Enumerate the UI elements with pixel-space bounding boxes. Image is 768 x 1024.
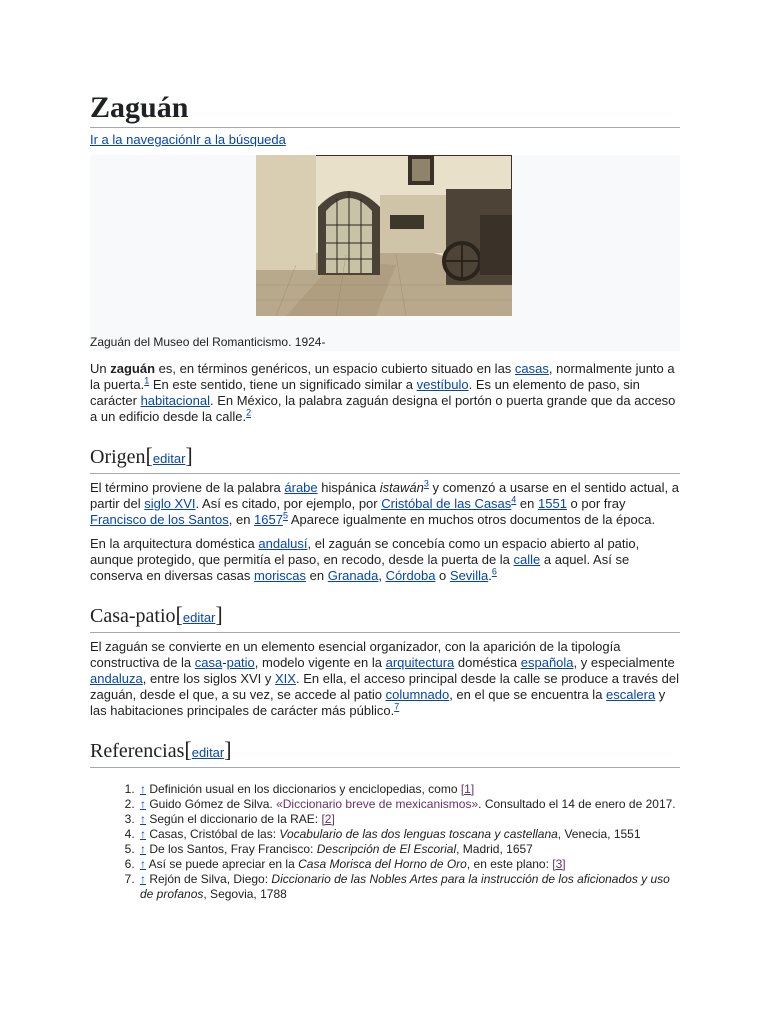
edit-section-link[interactable]: editar bbox=[152, 451, 186, 466]
backlink-arrow-icon[interactable]: ↑ bbox=[140, 782, 146, 796]
link-1657[interactable]: 1657 bbox=[254, 512, 283, 527]
link-casas[interactable]: casas bbox=[514, 361, 549, 376]
reference-item: 4. ↑ Casas, Cristóbal de las: Vocabulario de las dos lenguas toscana y castellana, Venecia, 1551 bbox=[138, 827, 680, 842]
link-siglo-xvi[interactable]: siglo XVI bbox=[144, 496, 196, 511]
link-habitacional[interactable]: habitacional bbox=[140, 393, 210, 408]
link-arquitectura[interactable]: arquitectura bbox=[385, 655, 455, 670]
ref-link[interactable]: 2 bbox=[246, 407, 252, 418]
link-sevilla[interactable]: Sevilla bbox=[449, 568, 489, 583]
link-cristobal[interactable]: Cristóbal de las Casas bbox=[381, 496, 512, 511]
figure-caption: Zaguán del Museo del Romanticismo. 1924- bbox=[90, 335, 326, 349]
link-columnado[interactable]: columnado bbox=[385, 687, 450, 702]
backlink-arrow-icon[interactable]: ↑ bbox=[140, 857, 146, 871]
link-andaluza[interactable]: andaluza bbox=[90, 671, 143, 686]
heading-origen: Origen[editar] bbox=[90, 442, 680, 474]
link-moriscas[interactable]: moriscas bbox=[254, 568, 307, 583]
page-title: Zaguán bbox=[90, 0, 680, 128]
backlink-arrow-icon[interactable]: ↑ bbox=[140, 872, 146, 886]
article bbox=[90, 0, 680, 902]
link-patio[interactable]: patio bbox=[226, 655, 255, 670]
backlink-arrow-icon[interactable]: ↑ bbox=[140, 827, 146, 841]
jump-to-search-link[interactable]: Ir a la búsqueda bbox=[192, 132, 286, 147]
ref-link[interactable]: 3 bbox=[423, 478, 429, 489]
edit-section-link[interactable]: editar bbox=[182, 610, 216, 625]
link-vestibulo[interactable]: vestíbulo bbox=[416, 377, 469, 392]
ref-link[interactable]: 1 bbox=[144, 375, 150, 386]
reference-item: 3. ↑ Según el diccionario de la RAE: [2] bbox=[138, 812, 680, 827]
reference-item: 2. ↑ Guido Gómez de Silva. «Diccionario breve de mexicanismos». Consultado el 14 de enero de 2017. bbox=[138, 797, 680, 812]
link-andalusi[interactable]: andalusí bbox=[258, 536, 308, 551]
edit-section-link[interactable]: editar bbox=[191, 745, 225, 760]
external-link[interactable]: [1] bbox=[460, 782, 475, 796]
link-espanola[interactable]: española bbox=[520, 655, 574, 670]
backlink-arrow-icon[interactable]: ↑ bbox=[140, 842, 146, 856]
reference-item: 1. ↑ Definición usual en los diccionarios y enciclopedias, como [1] bbox=[138, 782, 680, 797]
link-francisco[interactable]: Francisco de los Santos bbox=[90, 512, 229, 527]
link-casa[interactable]: casa bbox=[194, 655, 223, 670]
zaguan-photo[interactable] bbox=[256, 155, 512, 316]
thumbnail-figure bbox=[90, 155, 680, 351]
link-xix[interactable]: XIX bbox=[275, 671, 296, 686]
references-list bbox=[90, 782, 680, 902]
backlink-arrow-icon[interactable]: ↑ bbox=[140, 797, 146, 811]
heading-casa-patio: Casa-patio[editar] bbox=[90, 601, 680, 633]
reference-item: 5. ↑ De los Santos, Fray Francisco: Descripción de El Escorial, Madrid, 1657 bbox=[138, 842, 680, 857]
ref-link[interactable]: 6 bbox=[491, 566, 497, 577]
ref-link[interactable]: 7 bbox=[394, 701, 400, 712]
origen-paragraph-1: El término proviene de la palabra árabe hispánica istawán$^3$ y comenzó a usarse en el sentido actual, a partir del siglo XVI. Así es citado, por ejemplo, por Cristóbal de las Casas$^4$ en 1551 o por fray Francisco de los Santos, en 1657$^5$ Aparece igualmente en muchos otros documentos de la época. bbox=[90, 478, 679, 527]
casa-patio-paragraph: El zaguán se convierte en un elemento esencial organizador, con la aparición de la tipología constructiva de la casa-patio, modelo vigente en la arquitectura doméstica española, y especialmente andaluza, entre los siglos XVI y XIX. En ella, el acceso principal desde la calle se produce a través del zaguán, desde el que, a su vez, se accede al patio columnado, en el que se encuentra la escalera y las habitaciones principales de carácter más público.$^7$ bbox=[90, 639, 679, 718]
reference-item: 7. ↑ Rejón de Silva, Diego: Diccionario de las Nobles Artes para la instrucción de los aficionados y uso de profanos, Segovia, 1788 bbox=[138, 872, 680, 902]
ref-link[interactable]: 4 bbox=[511, 494, 517, 505]
link-1551[interactable]: 1551 bbox=[538, 496, 567, 511]
link-arabe[interactable]: árabe bbox=[284, 480, 318, 495]
intro-paragraph: Un zaguán es, en términos genéricos, un espacio cubierto situado en las casas, normalmente junto a la puerta.$^1$ En este sentido, tiene un significado similar a vestíbulo. Es un elemento de paso, sin carácter habitacional. En México, la palabra zaguán designa el portón o puerta grande que da acceso a un edificio desde la calle.$^2$ bbox=[90, 361, 676, 424]
link-calle[interactable]: calle bbox=[513, 552, 541, 567]
external-link[interactable]: «Diccionario breve de mexicanismos» bbox=[276, 797, 479, 811]
link-granada[interactable]: Granada bbox=[327, 568, 379, 583]
backlink-arrow-icon[interactable]: ↑ bbox=[140, 812, 146, 826]
origen-paragraph-2: En la arquitectura doméstica andalusí, el zaguán se concebía como un espacio abierto al patio, aunque protegido, que permitía el paso, en recodo, desde la puerta de la calle a aquel. Así se conserva en diversas casas moriscas en Granada, Córdoba o Sevilla.$^6$ bbox=[90, 536, 640, 583]
link-escalera[interactable]: escalera bbox=[606, 687, 656, 702]
jump-links bbox=[90, 131, 680, 149]
ref-link[interactable]: 5 bbox=[282, 510, 288, 521]
reference-item: 6. ↑ Así se puede apreciar en la Casa Morisca del Horno de Oro, en este plano: [3] bbox=[138, 857, 680, 872]
jump-to-navigation-link[interactable]: Ir a la navegación bbox=[90, 132, 193, 147]
heading-referencias: Referencias[editar] bbox=[90, 736, 680, 768]
external-link[interactable]: [2] bbox=[321, 812, 335, 826]
link-cordoba[interactable]: Córdoba bbox=[385, 568, 436, 583]
external-link[interactable]: [3] bbox=[552, 857, 566, 871]
